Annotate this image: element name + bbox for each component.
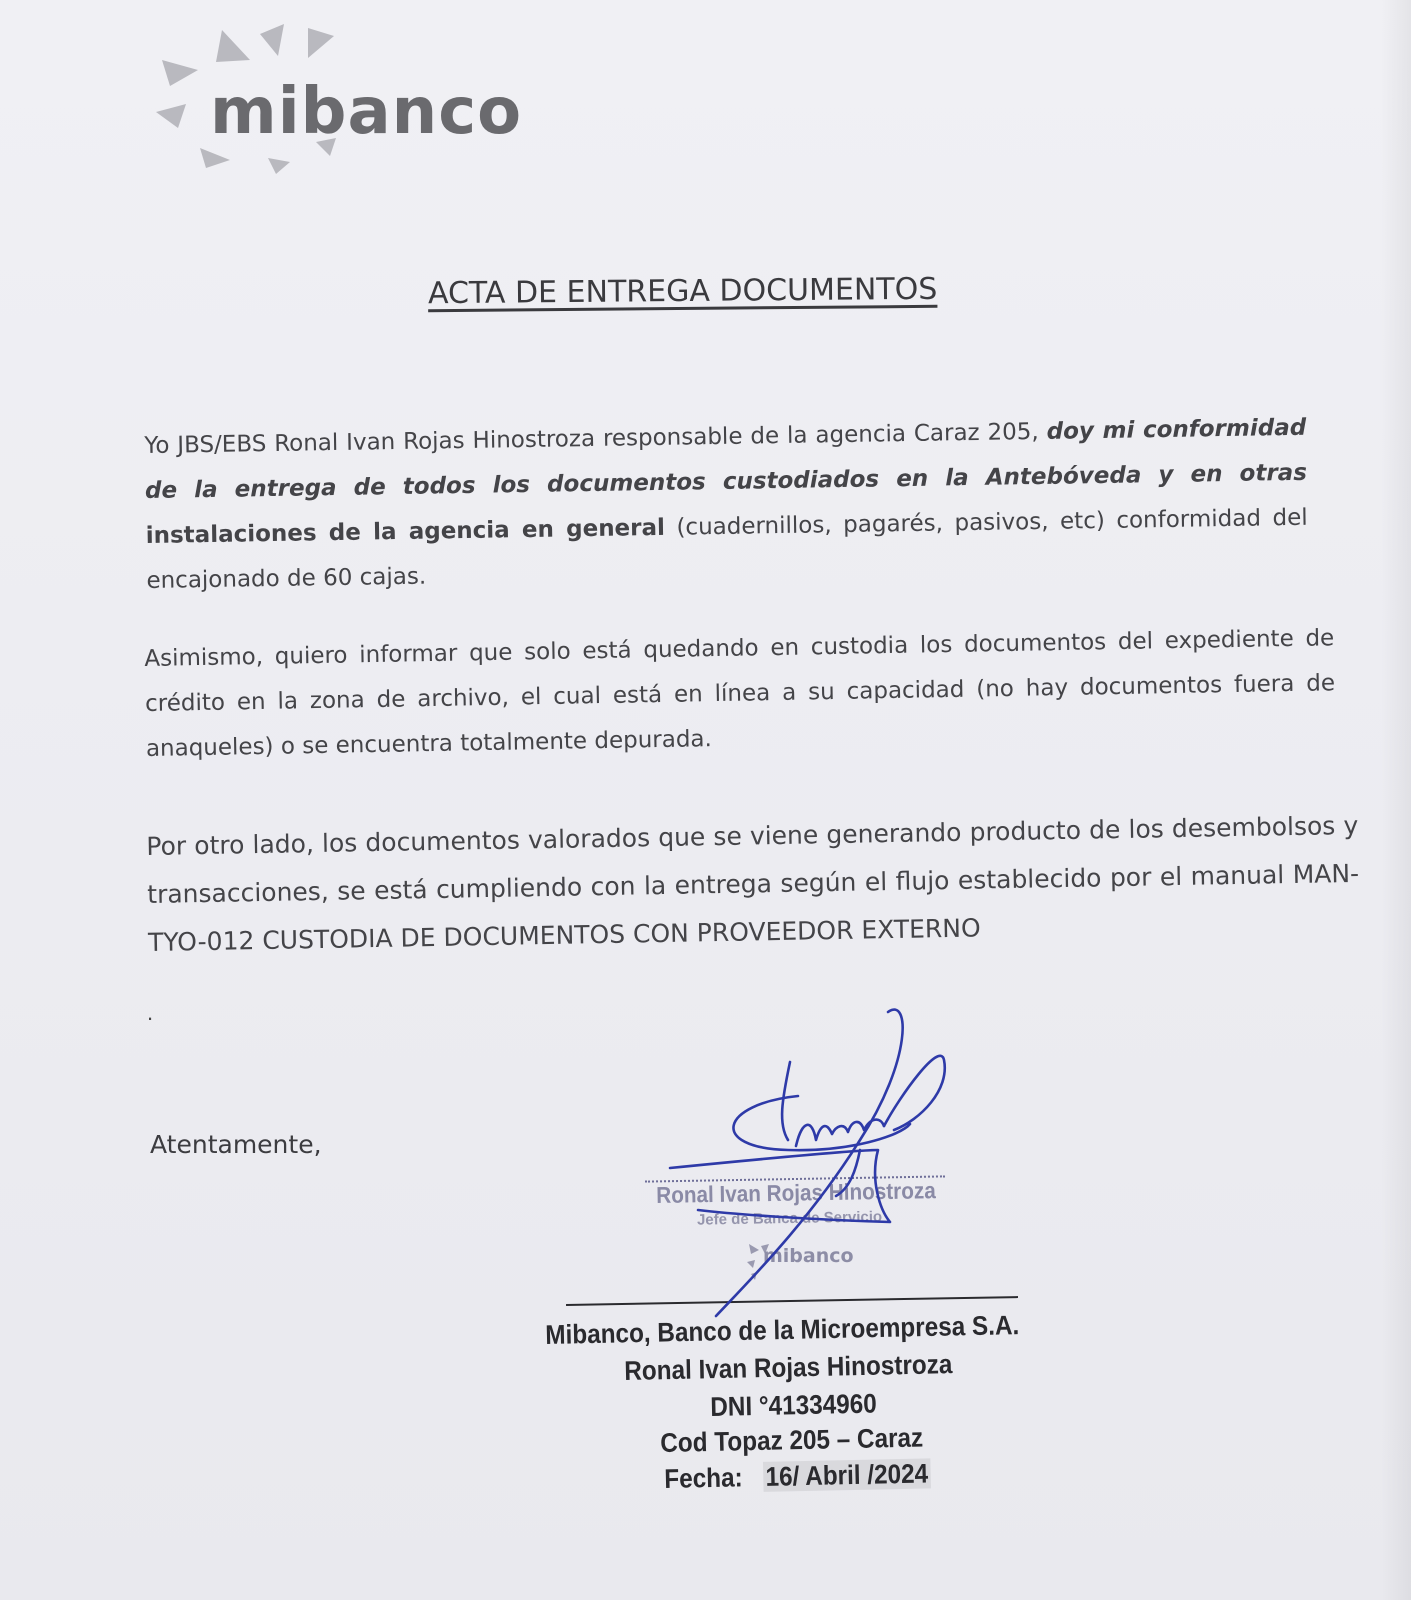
paragraph-1-end: (cuadernillos, pagarés, pasivos, etc) conformidad del encajonado de 60 cajas. [146, 504, 1308, 594]
stamp-role: Jefe de Banca de Servicio [696, 1208, 883, 1229]
signature-dni: DNI °41334960 [710, 1388, 878, 1422]
paragraph-1-intro: Yo JBS/EBS Ronal Ivan Rojas Hinostroza responsable de la agencia Caraz 205, [144, 418, 1047, 459]
document-title: ACTA DE ENTREGA DOCUMENTOS [427, 271, 938, 312]
paragraph-1 [144, 406, 1309, 604]
signature-date-value: 16/ Abril /2024 [763, 1458, 932, 1492]
stamp-logo-wordmark: mibanco [763, 1245, 854, 1267]
signature-date-label: Fecha: [664, 1462, 743, 1494]
signature-company: Mibanco, Banco de la Microempresa S.A. [545, 1310, 1020, 1350]
logo-wordmark: mibanco [210, 75, 523, 149]
page-edge-shadow [1381, 0, 1411, 1600]
mibanco-logo [150, 20, 590, 180]
stamp-name: Ronal Ivan Rojas Hinostroza [656, 1177, 936, 1208]
signature-cod-topaz: Cod Topaz 205 – Caraz [660, 1422, 924, 1458]
paragraph-1-bold: instalaciones de la agencia en general [145, 514, 666, 549]
handwritten-signature [520, 1000, 980, 1340]
paragraph-2: Asimismo, quiero informar que solo está quedando en custodia los documentos del expediente de crédito en la zona de archivo, el cual está en línea a su capacidad (no hay documentos fuera de anaqueles) o se encuentra totalmente depurada. [144, 625, 1336, 762]
signature-date [664, 1458, 931, 1495]
stray-dot: . [147, 1000, 154, 1025]
paragraph-3: Por otro lado, los documentos valorados que se viene generando producto de los desembolsos y transacciones, se está cumpliendo con la entrega según el flujo establecido por el manual MAN-TYO-012 CUSTODIA DE DOCUMENTOS CON PROVEEDOR EXTERNO [146, 810, 1360, 957]
closing-salutation: Atentamente, [150, 1130, 322, 1159]
signature-person-name: Ronal Ivan Rojas Hinostroza [624, 1349, 953, 1386]
paragraph-1-bold-italic: doy mi conformidad de la entrega de todos los documentos custodiados en la Antebóveda y en otras [144, 414, 1308, 504]
